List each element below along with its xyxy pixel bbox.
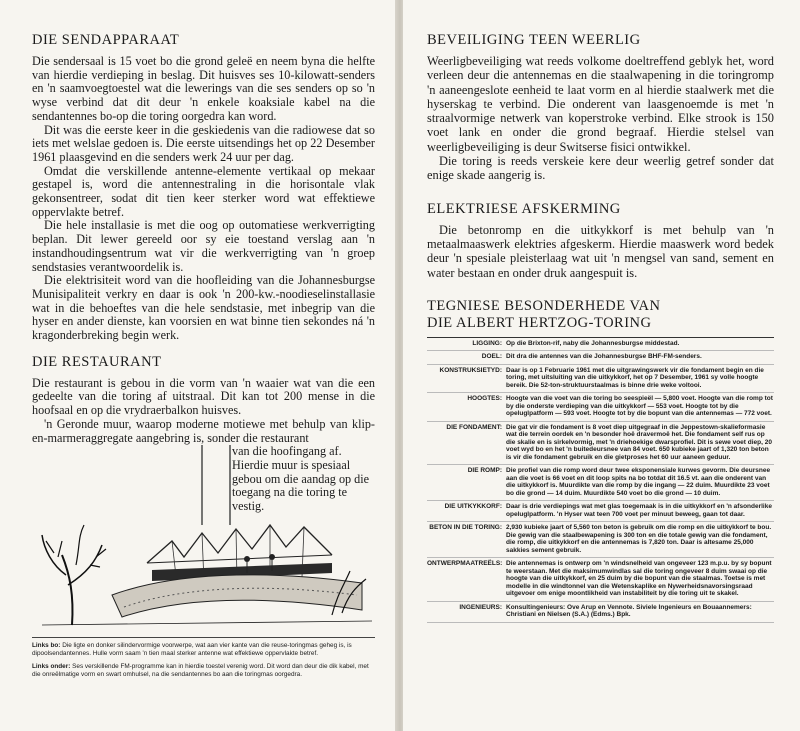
spec-value: Die gat vir die fondament is 8 voet diep uitgegraaf in die Jeppestown-skalieformasie wat die terrein oordek en 'n besonder hoë dravermoë het. Die fondament self rus op die skalie en is sirkelvormig, met 'n driehoekige dwarsprofiel. Dit is sewe voet diep, 20 voet wyd bo en het 'n buitedeursnee van 84 voet. 650 kubieke jaart of 1,320 ton beton is vir die fondament gebruik en die gietproses het 60 uur aaneen geduur. <box>506 423 772 461</box>
spec-label: KONSTRUKSIETYD: <box>439 366 502 374</box>
spec-label: DIE UITKYKKORF: <box>444 503 502 511</box>
paragraph: Die hele installasie is met die oog op outomatiese werkverrigting beplan. Dit lewer gereeld oor sy eie toestand verslag aan 'n instandhoudingsentrum wat vir die werkverrigting van 'n groep sendstasies verantwoordelik is. <box>32 218 375 274</box>
spec-label: DIE FONDAMENT: <box>446 423 502 431</box>
heading-weerlig: BEVEILIGING TEEN WEERLIG <box>427 32 641 48</box>
specifications-table <box>427 337 774 623</box>
illustration-captions <box>32 637 375 679</box>
spec-value: Daar is drie verdiepings wat met glas toegemaak is in die uitkykkorf en 'n afsonderlike opeluglpatform. 'n Hyser wat teen 700 voet per minuut beweeg, gaan tot daar. <box>506 503 772 518</box>
heading-tegniese-line2: DIE ALBERT HERTZOG-TORING <box>427 314 652 331</box>
paragraph: 'n Geronde muur, waarop moderne motiewe met behulp van klip-en-marmeraggregate aangebring is, sonder die restaurant <box>32 416 375 445</box>
restaurant-continuation-text: van die hoofingang af. Hierdie muur is spesiaal gebou om die aandag op die toegang na die toring te vestig. <box>232 444 370 514</box>
spec-label: BETON IN DIE TORING: <box>429 524 502 532</box>
spec-row <box>427 465 774 501</box>
spec-label: ONTWERPMAATREËLS: <box>427 560 503 568</box>
caption-text: Ses verskillende FM-programme kan in hierdie toestel verenig word. Dit word dan deur die dik kabel, met die onreëlmatige vorm en swart omhulsel, na die sendantennes bo aan die toringmas oorgedra. <box>32 663 369 679</box>
spec-row <box>427 338 774 352</box>
paragraph: Dit was die eerste keer in die geskiedenis van die radiowese dat so iets met welslae gedoen is. Die eerste uitsendings het op 22 Desember 1961 plaasgevind en die senders werk 24 uur per dag. <box>32 122 375 164</box>
paragraph: Die betonromp en die uitkykkorf is met behulp van 'n metaalmaaswerk elektries afgeskerm. Hierdie maaswerk word bedek deur 'n spesiale pleisterlaag wat uit 'n mengsel van sand, sement en water bestaan en onder druk aangespuit is. <box>427 222 774 280</box>
heading-afskerming: ELEKTRIESE AFSKERMING <box>427 200 621 217</box>
spec-row <box>427 365 774 394</box>
section-tegniese <box>427 298 774 623</box>
spec-value: 2,930 kubieke jaart of 5,560 ton beton is gebruik om die romp en die uitkykkorf te bou. Die gewig van die staalbewapening is 300 ton en die totale gewig van die fondament, die romp, die uitkykkorf en die antennemas is 7,820 ton. Daar is altesame 25,000 sakkies sement gebruik. <box>506 524 772 554</box>
spec-row <box>427 522 774 558</box>
spec-value: Die profiel van die romp word deur twee eksponensiale kurwes gevorm. Die deursnee aan die voet is 66 voet en dit loop spits na bo totdat dit 16.5 vt. aan die onderent van die uitkykkorf is. Muurdikte van die romp by die ingang — 22 duim. Muurdikte 23 voet bo die grond — 14 duim. Muurdikte 540 voet bo die grond — 10 duim. <box>506 467 771 497</box>
caption-top <box>32 642 375 658</box>
paragraph: Die sendersaal is 15 voet bo die grond geleë en neem byna die helfte van hierdie verdieping in beslag. Dit huisves ses 10-kilowatt-senders en 'n saamvoegtoestel wat die lewerings van die ses senders op so 'n wyse verbind dat dit deur 'n enkele koaksiale kabel na die sendantennes bo-op die toring oorgedra kan word. <box>32 54 375 123</box>
spec-value: Dit dra die antennes van die Johannesburgse BHF-FM-senders. <box>506 353 702 361</box>
spec-row <box>427 351 774 365</box>
spec-label: INGENIEURS: <box>459 603 502 611</box>
caption-label: Links onder: <box>32 663 71 671</box>
section-afskerming <box>427 201 774 280</box>
section-sendapparaat <box>32 32 375 343</box>
caption-label: Links bo: <box>32 642 61 650</box>
section-restaurant <box>32 354 375 636</box>
spec-label: LIGGING: <box>472 339 502 347</box>
spec-row <box>427 602 774 623</box>
paragraph: Omdat die verskillende antenne-elemente vertikaal op mekaar gestapel is, word die antennestraling in die horisontale vlak gekonsentreer, sodat dit tien keer sterker word wat effektiewe oppervlakte betref. <box>32 163 375 219</box>
right-page <box>403 0 800 731</box>
heading-restaurant: DIE RESTAURANT <box>32 353 162 370</box>
section-weerlig <box>427 32 774 183</box>
paragraph: Weerligbeveiliging wat reeds volkome doeltreffend geblyk het, word verleen deur die antennemas en die staalwapening in die toringromp 'n aaneengeslote eenheid te laat vorm en al hierdie staalwerk met die hyserskag te verbind. Die onderent van laasgenoemde is met 'n straalvormige netwerk van koperstroke verbind. Elke strook is 150 voet lank en onder die grond begraaf. Hierdie stelsel van weerligbeveiliging is deur Switserse fisici ontwikkel. <box>427 54 774 154</box>
caption-bottom <box>32 663 375 679</box>
spec-value: Konsultingenieurs: Ove Arup en Vennote. Siviele Ingenieurs en Bouaannemers: Christiani en Nielsen (S.A.) (Edms.) Bpk. <box>506 603 752 619</box>
heading-sendapparaat: DIE SENDAPPARAAT <box>32 32 180 48</box>
restaurant-illustration-area <box>32 445 375 635</box>
spec-label: DOEL: <box>481 353 502 361</box>
caption-text: Die ligte en donker silindervormige voorwerpe, wat aan vier kante van die reuse-toringmas geheg is, is dipoolsendantennes. Hulle vorm saam 'n tien maal sterker antenne wat effektiewe oppervlakte betref. <box>32 642 352 658</box>
spec-value: Daar is op 1 Februarie 1961 met die uitgrawingswerk vir die fondament begin en die toring, met uitsluiting van die uitkykkorf, het op 7 Desember, 1961 sy volle hoogte bereik. Die 52-ton-struktuurstaalmas is binne drie weke voltooi. <box>506 366 764 389</box>
spec-row <box>427 558 774 602</box>
spec-label: HOOGTES: <box>467 395 502 403</box>
left-page <box>0 0 397 731</box>
spec-row <box>427 393 774 422</box>
spec-value: Hoogte van die voet van die toring bo seespieël — 5,800 voet. Hoogte van die romp tot by die onderste verdieping van die uitkykkorf — 553 voet. Hoogte tot by die opeluglpatform — 593 voet. Hoogte tot by die bopunt van die antennemas — 772 voet. <box>506 395 773 418</box>
spec-label: DIE ROMP: <box>467 467 502 475</box>
paragraph: Die restaurant is gebou in die vorm van 'n waaier wat van die een gedeelte van die toring af uitstraal. Dit kan tot 200 mense in die hoofsaal en op die vrydraerbalkon huisves. <box>32 375 375 418</box>
spec-row <box>427 422 774 466</box>
paragraph: Die elektrisiteit word van die hoofleiding van die Johannesburgse Munisipaliteit verkry en daar is ook 'n 200-kw.-noodieselinstallasie wat in die behoeftes van die hele sendstasie, met inbegrip van die hyser en ander dienste, kan voorsien en wat binne tien sekondes ná 'n kragonderbreking begin werk. <box>32 273 375 343</box>
spec-value: Op die Brixton-rif, naby die Johannesburgse middestad. <box>506 339 680 347</box>
spec-row <box>427 501 774 522</box>
heading-tegniese-line1: TEGNIESE BESONDERHEDE VAN <box>427 297 661 314</box>
spec-value: Die antennemas is ontwerp om 'n windsnelheid van ongeveer 123 m.p.u. by sy bopunt te weerstaan. Met die maksimumwindlas sal die toring ongeveer 8 duim swaai op die hoogte van die uitkykkorf, en 25 duim by die bopunt van die staalmas. Toetse is met modelle in die windtonnel van die Wetenskaplike en Nywerheidsnavorsingsraad uitgevoer om enige moontlikheid van instabiliteit by die toring uit te skakel. <box>506 560 772 598</box>
paragraph: Die toring is reeds verskeie kere deur weerlig getref sonder dat enige skade aangerig is. <box>427 154 774 183</box>
